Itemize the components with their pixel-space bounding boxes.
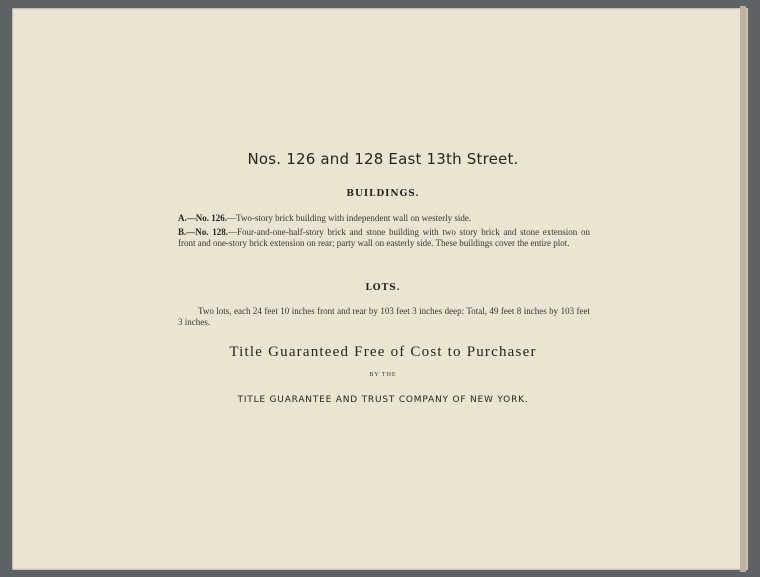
building-b-text: —Four-and-one-half-story brick and stone building with two story brick and stone extension on front and one-story brick extension on rear; party wall on easterly side. These buildings cover the entire plot. xyxy=(178,227,590,248)
building-a-paragraph xyxy=(178,213,590,224)
lots-heading: LOTS. xyxy=(365,283,401,293)
by-the-line: BY THE xyxy=(369,372,397,378)
building-b-label: B.—No. 128. xyxy=(178,227,228,237)
page-title: Nos. 126 and 128 East 13th Street. xyxy=(247,150,519,168)
lots-paragraph: Two lots, each 24 feet 10 inches front and rear by 103 feet 3 inches deep: Total, 49 feet 8 inches by 103 feet 3 inches. xyxy=(178,306,590,327)
company-name: TITLE GUARANTEE AND TRUST COMPANY OF NEW YORK. xyxy=(237,395,529,405)
building-b-paragraph xyxy=(178,227,590,248)
buildings-heading: BUILDINGS. xyxy=(346,189,420,199)
title-guarantee-line: Title Guaranteed Free of Cost to Purchaser xyxy=(229,344,537,360)
building-a-label: A.—No. 126. xyxy=(178,213,227,223)
building-a-text: —Two-story brick building with independent wall on westerly side. xyxy=(227,213,472,223)
